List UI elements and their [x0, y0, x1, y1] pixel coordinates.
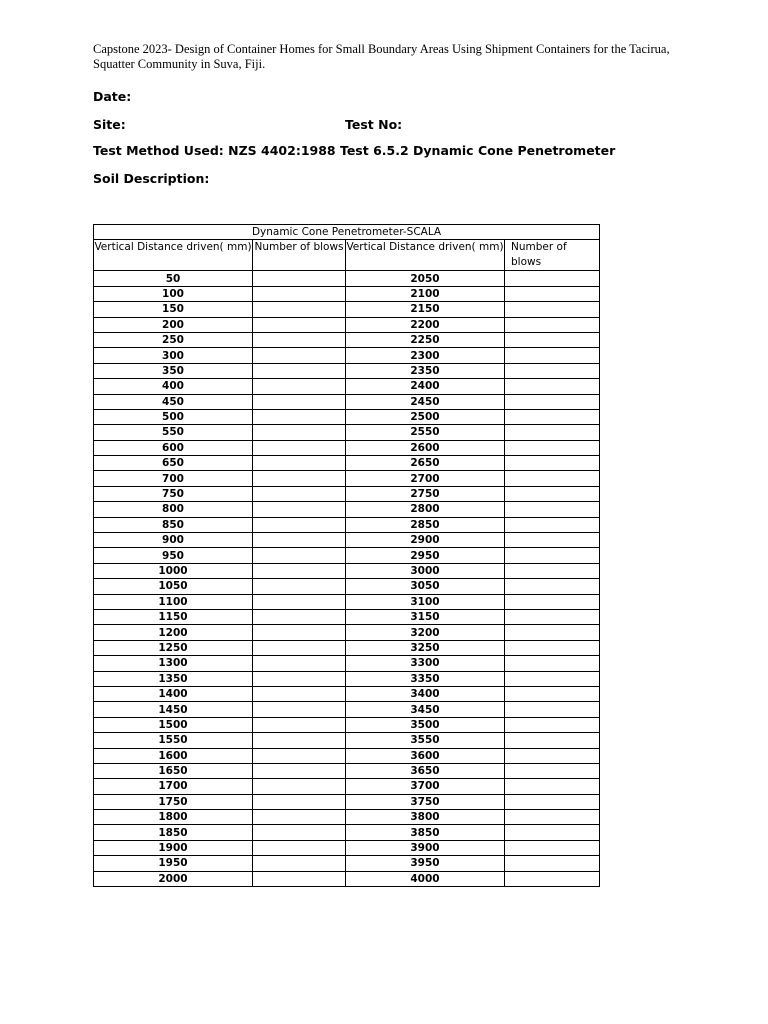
blows-entry-cell[interactable] [253, 456, 346, 471]
blows-entry-cell[interactable] [253, 856, 346, 871]
blows-entry-cell[interactable] [505, 348, 600, 363]
table-row [94, 409, 600, 424]
blows-entry-cell[interactable] [253, 825, 346, 840]
table-row [94, 271, 600, 286]
table-row [94, 348, 600, 363]
distance-cell: 1750 [94, 794, 253, 809]
blows-entry-cell[interactable] [253, 609, 346, 624]
blows-entry-cell[interactable] [505, 563, 600, 578]
blows-entry-cell[interactable] [505, 594, 600, 609]
blows-entry-cell[interactable] [253, 348, 346, 363]
distance-cell: 3150 [346, 609, 505, 624]
distance-cell: 2900 [346, 533, 505, 548]
distance-cell: 3300 [346, 656, 505, 671]
distance-cell: 1950 [94, 856, 253, 871]
blows-entry-cell[interactable] [253, 579, 346, 594]
blows-entry-cell[interactable] [253, 286, 346, 301]
blows-entry-cell[interactable] [505, 286, 600, 301]
blows-entry-cell[interactable] [505, 810, 600, 825]
blows-entry-cell[interactable] [253, 763, 346, 778]
table-row [94, 517, 600, 532]
blows-entry-cell[interactable] [253, 686, 346, 701]
table-row [94, 379, 600, 394]
distance-cell: 2300 [346, 348, 505, 363]
distance-cell: 2250 [346, 332, 505, 347]
table-row [94, 440, 600, 455]
distance-cell: 3000 [346, 563, 505, 578]
distance-cell: 3650 [346, 763, 505, 778]
table-row [94, 656, 600, 671]
blows-entry-cell[interactable] [505, 794, 600, 809]
site-label: Site: [93, 117, 126, 132]
distance-cell: 650 [94, 456, 253, 471]
blows-entry-cell[interactable] [253, 332, 346, 347]
blows-entry-cell[interactable] [505, 779, 600, 794]
blows-entry-cell[interactable] [505, 856, 600, 871]
table-row [94, 502, 600, 517]
distance-cell: 2800 [346, 502, 505, 517]
table-row [94, 763, 600, 778]
blows-entry-cell[interactable] [253, 425, 346, 440]
table-row [94, 394, 600, 409]
blows-entry-cell[interactable] [253, 717, 346, 732]
distance-cell: 2200 [346, 317, 505, 332]
table-row [94, 425, 600, 440]
distance-cell: 3550 [346, 733, 505, 748]
table-row [94, 856, 600, 871]
distance-cell: 2450 [346, 394, 505, 409]
distance-cell: 3450 [346, 702, 505, 717]
distance-cell: 2100 [346, 286, 505, 301]
blows-entry-cell[interactable] [505, 332, 600, 347]
table-row [94, 609, 600, 624]
distance-cell: 2350 [346, 363, 505, 378]
distance-cell: 1200 [94, 625, 253, 640]
blows-entry-cell[interactable] [505, 548, 600, 563]
distance-cell: 1000 [94, 563, 253, 578]
distance-cell: 2000 [94, 871, 253, 886]
table-row [94, 363, 600, 378]
table-row [94, 625, 600, 640]
distance-cell: 3500 [346, 717, 505, 732]
blows-entry-cell[interactable] [253, 517, 346, 532]
distance-cell: 1500 [94, 717, 253, 732]
blows-entry-cell[interactable] [505, 671, 600, 686]
distance-cell: 2750 [346, 486, 505, 501]
blows-entry-cell[interactable] [253, 471, 346, 486]
table-row [94, 456, 600, 471]
blows-entry-cell[interactable] [253, 594, 346, 609]
distance-cell: 4000 [346, 871, 505, 886]
blows-entry-cell[interactable] [253, 271, 346, 286]
blows-entry-cell[interactable] [505, 717, 600, 732]
blows-entry-cell[interactable] [505, 363, 600, 378]
table-body [94, 271, 600, 887]
table-row [94, 871, 600, 886]
distance-cell: 1850 [94, 825, 253, 840]
column-header-distance-right: Vertical Distance driven( mm) [346, 240, 505, 271]
table-row [94, 302, 600, 317]
blows-entry-cell[interactable] [253, 656, 346, 671]
table-row [94, 579, 600, 594]
column-header-blows-right: Number of blows [505, 240, 600, 271]
distance-cell: 750 [94, 486, 253, 501]
blows-entry-cell[interactable] [505, 517, 600, 532]
blows-entry-cell[interactable] [505, 486, 600, 501]
table-row [94, 810, 600, 825]
blows-entry-cell[interactable] [253, 317, 346, 332]
blows-entry-cell[interactable] [253, 640, 346, 655]
distance-cell: 1300 [94, 656, 253, 671]
distance-cell: 2650 [346, 456, 505, 471]
blows-entry-cell[interactable] [505, 379, 600, 394]
blows-entry-cell[interactable] [505, 425, 600, 440]
distance-cell: 950 [94, 548, 253, 563]
blows-entry-cell[interactable] [505, 317, 600, 332]
blows-entry-cell[interactable] [505, 656, 600, 671]
distance-cell: 1800 [94, 810, 253, 825]
blows-entry-cell[interactable] [253, 748, 346, 763]
column-header-blows-left: Number of blows [253, 240, 346, 271]
table-row [94, 548, 600, 563]
distance-cell: 1550 [94, 733, 253, 748]
blows-entry-cell[interactable] [505, 271, 600, 286]
blows-entry-cell[interactable] [253, 533, 346, 548]
blows-entry-cell[interactable] [253, 502, 346, 517]
distance-cell: 600 [94, 440, 253, 455]
blows-entry-cell[interactable] [253, 671, 346, 686]
table-row [94, 563, 600, 578]
distance-cell: 3800 [346, 810, 505, 825]
table-caption: Dynamic Cone Penetrometer-SCALA [94, 225, 600, 240]
blows-entry-cell[interactable] [253, 486, 346, 501]
blows-entry-cell[interactable] [253, 733, 346, 748]
distance-cell: 1900 [94, 840, 253, 855]
distance-cell: 250 [94, 332, 253, 347]
blows-entry-cell[interactable] [253, 409, 346, 424]
table-row [94, 733, 600, 748]
table-row [94, 717, 600, 732]
table-row [94, 640, 600, 655]
distance-cell: 2700 [346, 471, 505, 486]
blows-entry-cell[interactable] [505, 579, 600, 594]
distance-cell: 150 [94, 302, 253, 317]
blows-entry-cell[interactable] [505, 702, 600, 717]
distance-cell: 3950 [346, 856, 505, 871]
blows-entry-cell[interactable] [505, 409, 600, 424]
distance-cell: 1150 [94, 609, 253, 624]
table-row [94, 840, 600, 855]
distance-cell: 3900 [346, 840, 505, 855]
blows-entry-cell[interactable] [253, 871, 346, 886]
distance-cell: 2400 [346, 379, 505, 394]
blows-entry-cell[interactable] [253, 563, 346, 578]
distance-cell: 1350 [94, 671, 253, 686]
distance-cell: 100 [94, 286, 253, 301]
blows-entry-cell[interactable] [253, 810, 346, 825]
date-label: Date: [93, 89, 132, 104]
distance-cell: 700 [94, 471, 253, 486]
blows-entry-cell[interactable] [253, 625, 346, 640]
distance-cell: 200 [94, 317, 253, 332]
blows-entry-cell[interactable] [505, 471, 600, 486]
table-row [94, 471, 600, 486]
blows-entry-cell[interactable] [505, 840, 600, 855]
distance-cell: 900 [94, 533, 253, 548]
distance-cell: 1650 [94, 763, 253, 778]
table-row [94, 825, 600, 840]
blows-entry-cell[interactable] [505, 686, 600, 701]
column-header-distance-left: Vertical Distance driven( mm) [94, 240, 253, 271]
blows-entry-cell[interactable] [253, 363, 346, 378]
distance-cell: 1400 [94, 686, 253, 701]
blows-entry-cell[interactable] [505, 302, 600, 317]
blows-entry-cell[interactable] [505, 625, 600, 640]
distance-cell: 3700 [346, 779, 505, 794]
blows-entry-cell[interactable] [253, 302, 346, 317]
blows-entry-cell[interactable] [505, 733, 600, 748]
blows-entry-cell[interactable] [505, 825, 600, 840]
distance-cell: 2050 [346, 271, 505, 286]
document-header-title: Capstone 2023- Design of Container Homes for Small Boundary Areas Using Shipment Containers for the Tacirua, Squatter Community in Suva, Fiji. [93, 42, 670, 71]
table-row [94, 486, 600, 501]
distance-cell: 3250 [346, 640, 505, 655]
distance-cell: 450 [94, 394, 253, 409]
table-row [94, 317, 600, 332]
distance-cell: 2500 [346, 409, 505, 424]
distance-cell: 50 [94, 271, 253, 286]
table-row [94, 686, 600, 701]
distance-cell: 3750 [346, 794, 505, 809]
dcp-table [93, 224, 600, 887]
distance-cell: 3350 [346, 671, 505, 686]
distance-cell: 2850 [346, 517, 505, 532]
distance-cell: 500 [94, 409, 253, 424]
distance-cell: 3200 [346, 625, 505, 640]
table-row [94, 332, 600, 347]
distance-cell: 1250 [94, 640, 253, 655]
distance-cell: 3100 [346, 594, 505, 609]
table-row [94, 748, 600, 763]
blows-entry-cell[interactable] [505, 640, 600, 655]
table-row [94, 533, 600, 548]
blows-entry-cell[interactable] [253, 779, 346, 794]
blows-entry-cell[interactable] [253, 379, 346, 394]
distance-cell: 1050 [94, 579, 253, 594]
distance-cell: 3050 [346, 579, 505, 594]
test-no-label: Test No: [345, 117, 403, 132]
distance-cell: 2550 [346, 425, 505, 440]
blows-entry-cell[interactable] [253, 440, 346, 455]
distance-cell: 3850 [346, 825, 505, 840]
blows-entry-cell[interactable] [253, 548, 346, 563]
distance-cell: 1700 [94, 779, 253, 794]
distance-cell: 1450 [94, 702, 253, 717]
distance-cell: 800 [94, 502, 253, 517]
blows-entry-cell[interactable] [253, 394, 346, 409]
table-row [94, 702, 600, 717]
distance-cell: 400 [94, 379, 253, 394]
distance-cell: 3400 [346, 686, 505, 701]
blows-entry-cell[interactable] [505, 748, 600, 763]
blows-entry-cell[interactable] [505, 763, 600, 778]
blows-entry-cell[interactable] [253, 840, 346, 855]
blows-entry-cell[interactable] [505, 533, 600, 548]
blows-entry-cell[interactable] [253, 702, 346, 717]
blows-entry-cell[interactable] [505, 502, 600, 517]
distance-cell: 300 [94, 348, 253, 363]
soil-description-label: Soil Description: [93, 171, 210, 186]
table-row [94, 671, 600, 686]
table-row [94, 794, 600, 809]
distance-cell: 2150 [346, 302, 505, 317]
blows-entry-cell[interactable] [505, 394, 600, 409]
distance-cell: 3600 [346, 748, 505, 763]
distance-cell: 850 [94, 517, 253, 532]
distance-cell: 1600 [94, 748, 253, 763]
distance-cell: 350 [94, 363, 253, 378]
blows-entry-cell[interactable] [505, 871, 600, 886]
blows-entry-cell[interactable] [505, 609, 600, 624]
distance-cell: 550 [94, 425, 253, 440]
blows-entry-cell[interactable] [253, 794, 346, 809]
table-row [94, 779, 600, 794]
table-row [94, 286, 600, 301]
blows-entry-cell[interactable] [505, 456, 600, 471]
distance-cell: 2600 [346, 440, 505, 455]
distance-cell: 2950 [346, 548, 505, 563]
test-method-label: Test Method Used: NZS 4402:1988 Test 6.5.2 Dynamic Cone Penetrometer [93, 143, 616, 158]
table-row [94, 594, 600, 609]
distance-cell: 1100 [94, 594, 253, 609]
blows-entry-cell[interactable] [505, 440, 600, 455]
